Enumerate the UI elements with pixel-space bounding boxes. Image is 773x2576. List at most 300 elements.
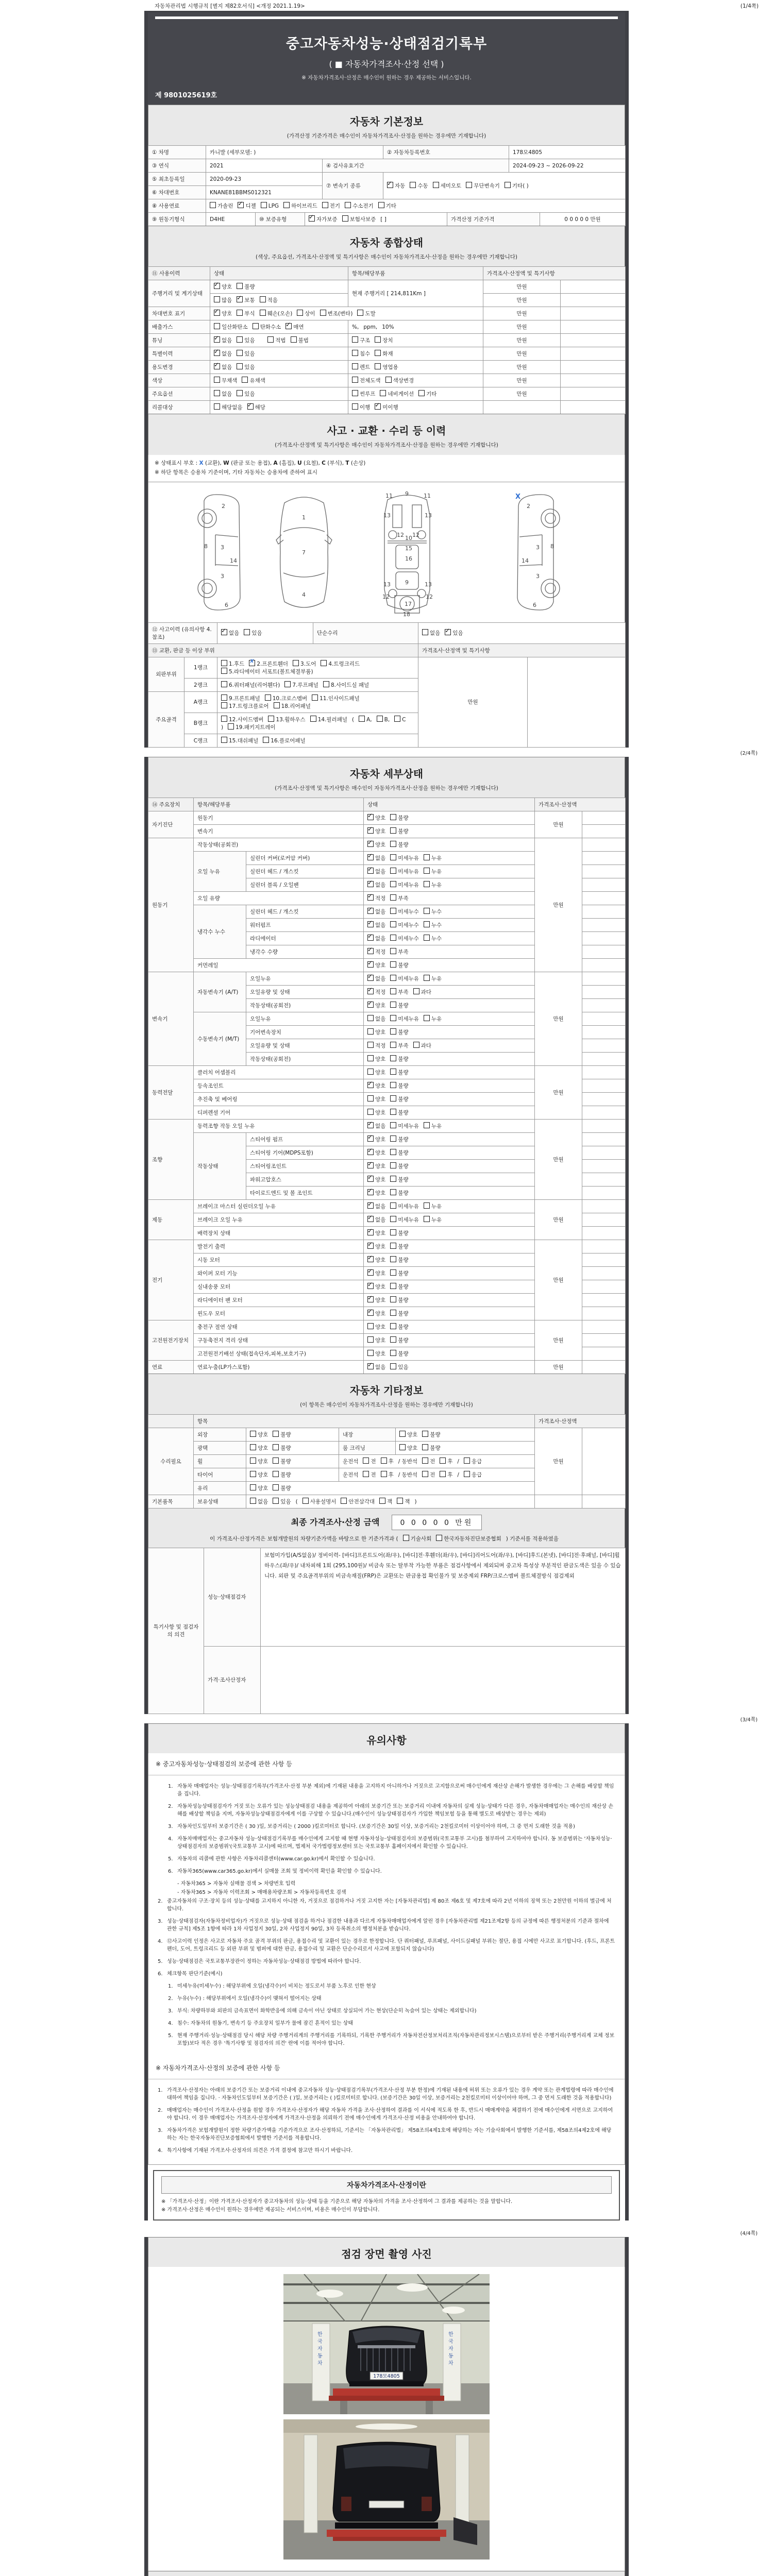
notice-band (148, 1723, 625, 1753)
checkbox-unchecked[interactable]: 없음 (367, 1015, 385, 1023)
detail-row: 작동상태(공회전) 양호 불량 (148, 1052, 626, 1065)
checkbox-unchecked[interactable]: 안전삼각대 (341, 1498, 375, 1505)
checkbox-checked[interactable]: ✓ 양호 (367, 1189, 385, 1197)
checkbox-unchecked[interactable]: 미세누유 (390, 881, 419, 889)
checkbox-unchecked[interactable]: 미세누수 (390, 935, 419, 942)
checkbox-checked[interactable]: ✓ 적정 (367, 988, 385, 996)
checkbox-unchecked[interactable]: 장치 (375, 336, 393, 344)
checkbox-unchecked[interactable]: 네비게이션 (380, 390, 414, 398)
checkbox-unchecked[interactable]: 양호 (367, 1350, 385, 1358)
checkbox-unchecked[interactable]: 세미오토 (433, 182, 462, 190)
repair-row: 유리 양호 불량 (148, 1481, 626, 1495)
checkbox-unchecked[interactable]: 부족 (390, 1042, 408, 1049)
inline-text: ( (295, 1498, 298, 1505)
checkbox-unchecked[interactable]: 5.라디에이터 서포트(볼트체결부품) (221, 668, 313, 675)
page-mark-4-row (0, 2228, 758, 2237)
detail-note: (가격조사·산정액 및 특기사항은 매수인이 자동차가격조사·산정을 원하는 경우에만 기재합니다) (275, 785, 498, 791)
checkbox-unchecked[interactable]: 불량 (390, 1269, 408, 1277)
checkbox-checked[interactable]: ✓ 디젤 (238, 202, 256, 210)
checkbox-unchecked[interactable]: 영업용 (375, 363, 398, 371)
inline-text: 현재 주행거리 [ 214,811Km ] (352, 291, 426, 297)
photos-band (148, 2237, 625, 2267)
overall-grid: ⑪ 사용이력 상태 항목/해당부품 가격조사·산정액 및 특기사항 주행거리 및 계기상태 ✓양호 불량 현재 주행거리 [ 214,811Km ] 만원 많음 ✓ 보통 적음 만원 차대번호 표기 ✓ 양호 부식 훼손(오손) 상이 변조(변타) 도말 만원 배출가스 일산화탄소 탄화수소 ✓ 매연 %, ppm, 10% 만원 튜닝 ✓ 없음 있음 적법 불법 구조 장치 만원 특별이력 ✓ 없음 있음 침수 화재 만원 용도변경 ✓ 없음 있음 렌트 영업용 만원 색상 무채색 유채색 전체도색 색상변경 만원 주요옵션 없음 있음 썬루프 네비게이션 기타 만원 리콜대상 해당없음 ✓ 해당 이행 ✓ 미이행 (148, 266, 626, 414)
checkbox-checked[interactable]: ✓ 양호 (367, 1149, 385, 1157)
checkbox-unchecked[interactable]: 있음 (237, 350, 255, 358)
overall-note: (색상, 주요옵션, 가격조사·산정액 및 특기사항은 매수인이 자동차가격조사·산정을 원하는 경우에만 기재합니다) (255, 254, 517, 260)
checkbox-unchecked[interactable]: 후 (440, 1471, 452, 1479)
checkbox-unchecked[interactable]: 유채색 (242, 377, 265, 384)
checkbox-unchecked[interactable]: 부식 (237, 310, 255, 317)
checkbox-unchecked[interactable]: 전체도색 (352, 377, 381, 384)
svg-text:한: 한 (317, 2331, 323, 2337)
checkbox-unchecked[interactable]: 침수 (352, 350, 370, 358)
checkbox-checked[interactable]: ✓ 양호 (367, 1082, 385, 1090)
checkbox-unchecked[interactable]: 부족 (390, 894, 408, 902)
checkbox-unchecked[interactable]: 양호 (250, 1471, 268, 1479)
checkbox-unchecked[interactable]: 전 (422, 1471, 435, 1479)
svg-text:2: 2 (527, 502, 530, 510)
svg-text:국: 국 (317, 2338, 323, 2345)
checkbox-unchecked[interactable]: 기타 (378, 202, 396, 210)
checkbox-unchecked[interactable]: 적정 (367, 1042, 385, 1049)
detail-row: 실린더 블록 / 오일팬 ✓ 없음 미세누유 누유 (148, 878, 626, 891)
legend-code-T: T (345, 460, 349, 466)
overall-band (148, 226, 625, 267)
checkbox-checked[interactable]: ✓ 없음 (367, 881, 385, 889)
svg-text:14: 14 (522, 557, 529, 564)
checkbox-unchecked[interactable]: 수동 (410, 182, 428, 190)
checkbox-unchecked[interactable]: 불량 (390, 1055, 408, 1063)
checkbox-unchecked[interactable]: 양호 (367, 1095, 385, 1103)
accident-band (148, 414, 625, 455)
checkbox-unchecked[interactable]: 후 (440, 1458, 452, 1465)
checkbox-unchecked[interactable]: 부족 (390, 988, 408, 996)
checkbox-unchecked[interactable]: 15.대쉬패널 (221, 737, 258, 744)
checkbox-unchecked[interactable]: 불량 (390, 961, 408, 969)
checkbox-unchecked[interactable]: 8.사이드실 패널 (323, 681, 369, 689)
notice-item: 1. 자동차 매매업자는 성능·상태점검기록부(가격조사·산정 부분 제외)에 기재된 내용을 고지하지 아니하거나 거짓으로 고지함으로써 매수인에게 재산상 손해가 발생한 경우에는 그 손해를 배상할 책임을 집니다. (168, 1783, 614, 1797)
checkbox-unchecked[interactable]: 누수 (424, 908, 442, 916)
legend-code-A: A (273, 460, 278, 466)
detail-row: 수동변속기 (M/T) 오일누유 없음 미세누유 누유 (148, 1012, 626, 1025)
checkbox-unchecked[interactable]: 불량 (237, 283, 255, 291)
checkbox-unchecked[interactable]: 불량 (390, 1176, 408, 1183)
overall-row: 주행거리 및 계기상태 ✓양호 불량 현재 주행거리 [ 214,811Km ] 만원 (148, 280, 626, 294)
checkbox-unchecked[interactable]: 수소전기 (345, 202, 374, 210)
notice-item: 5. 현재 주행거리·성능·상태점검 당시 해당 차량 주행거리계의 주행거리를 기록하되, 기록한 주행거리가 자동차전산정보처리조직(자동차관리정보시스템)으로부터 받은 주행거리(주행거리계 교체 정보 포함)보다 적은 경우 '특기사항 및 점검자의 의견' 란에 이를 적어야 합니다. (168, 2032, 615, 2046)
checkbox-unchecked[interactable]: 17.트렁크플로어 (221, 702, 269, 710)
checkbox-unchecked[interactable]: 불량 (390, 1136, 408, 1143)
checkbox-unchecked[interactable]: 12.사이드멤버 (221, 716, 263, 723)
checkbox-unchecked[interactable]: LPG (261, 202, 279, 209)
checkbox-unchecked[interactable]: 누유 (424, 854, 442, 862)
checkbox-unchecked[interactable]: 불량 (390, 1028, 408, 1036)
checkbox-checked[interactable]: ✓ 없음 (367, 921, 385, 929)
final-price-value: 0 0 0 0 0 만원 (392, 1515, 482, 1530)
svg-text:6: 6 (533, 601, 536, 608)
appraiser-opinion-text (261, 1646, 626, 1714)
checkbox-checked[interactable]: ✓ 보통 (237, 296, 255, 304)
repair-row: 휠 양호 불량 운전석 전 후 / 동반석 전 후 / 응급 (148, 1454, 626, 1468)
svg-text:8: 8 (550, 543, 554, 550)
checkbox-unchecked[interactable]: 전 (363, 1471, 376, 1479)
checkbox-unchecked[interactable]: 도말 (357, 310, 375, 317)
checkbox-unchecked[interactable]: 보험사보증 (342, 215, 376, 223)
checkbox-checked[interactable]: ✓ 없음 (367, 1122, 385, 1130)
checkbox-checked[interactable]: ✓ 적정 (367, 894, 385, 902)
checkbox-checked[interactable]: ✓ 양호 (367, 1269, 385, 1277)
repair-row: 타이어 양호 불량 운전석 전 후 / 동반석 전 후 / 응급 (148, 1468, 626, 1481)
checkbox-unchecked[interactable]: 이행 (352, 403, 370, 411)
checkbox-unchecked[interactable]: 응급 (464, 1471, 482, 1479)
detail-row: 원동기 작동상태(공회전) ✓ 양호 불량 만원 (148, 838, 626, 851)
detail-row: 라디에이터 팬 모터 ✓ 양호 불량 (148, 1293, 626, 1307)
checkbox-checked[interactable]: ✓ 양호 (367, 827, 385, 835)
checkbox-unchecked[interactable]: 불량 (390, 1162, 408, 1170)
checkbox-checked[interactable]: ✓ 없음 (367, 975, 385, 982)
notice-item: 1. 미세누유(미세누수) : 해당부위에 오일(냉각수)이 비치는 정도로서 부품 노후로 인한 현상 (168, 1983, 376, 1989)
checkbox-unchecked[interactable]: 6.쿼터패널(리어휀다) (221, 681, 280, 689)
checkbox-unchecked[interactable]: 없음 (422, 629, 440, 637)
detail-row: 오일 유량 ✓ 적정 부족 (148, 891, 626, 905)
checkbox-unchecked[interactable]: 구조 (352, 336, 370, 344)
checkbox-unchecked[interactable]: 양호 (399, 1431, 417, 1438)
checkbox-unchecked[interactable]: 불량 (422, 1431, 440, 1438)
checkbox-unchecked[interactable]: 미세누유 (390, 1216, 419, 1224)
checkbox-unchecked[interactable]: 양호 (250, 1431, 268, 1438)
checkbox-unchecked[interactable]: 썬루프 (352, 390, 375, 398)
checkbox-checked[interactable]: ✓ 양호 (367, 1229, 385, 1237)
detail-row: 워터펌프 ✓ 없음 미세누수 누수 (148, 918, 626, 931)
checkbox-unchecked[interactable]: 누수 (424, 935, 442, 942)
checkbox-checked[interactable]: ✓ 없음 (214, 350, 232, 358)
checkbox-checked[interactable]: ✓ 없음 (367, 868, 385, 875)
checkbox-checked[interactable]: ✓ 양호 (367, 1296, 385, 1304)
checkbox-unchecked[interactable]: 양호 (367, 1336, 385, 1344)
car-diagram (155, 487, 618, 617)
checkbox-unchecked[interactable]: 색상변경 (385, 377, 414, 384)
checkbox-unchecked[interactable]: 불량 (422, 1444, 440, 1452)
checkbox-unchecked[interactable]: 무채색 (214, 377, 237, 384)
checkbox-unchecked[interactable]: C (394, 716, 406, 723)
svg-text:한: 한 (448, 2331, 453, 2337)
checkbox-checked[interactable]: ✓ 미이행 (375, 403, 398, 411)
final-price-band (148, 1509, 625, 1548)
overall-row: 차대번호 표기 ✓ 양호 부식 훼손(오손) 상이 변조(변타) 도말 만원 (148, 307, 626, 320)
checkbox-unchecked[interactable]: 미세누유 (390, 1122, 419, 1130)
checkbox-unchecked[interactable]: 불량 (390, 1082, 408, 1090)
checkbox-checked[interactable]: ✓ 해당 (247, 403, 265, 411)
svg-text:16: 16 (405, 555, 412, 562)
checkbox-checked[interactable]: ✓ 양호 (367, 1176, 385, 1183)
checkbox-unchecked[interactable]: 11.인사이드패널 (312, 694, 360, 702)
checkbox-checked[interactable]: ✓ 없음 (214, 363, 232, 371)
checkbox-unchecked[interactable]: 불량 (390, 841, 408, 849)
checkbox-unchecked[interactable]: 전기 (322, 202, 340, 210)
checkbox-unchecked[interactable]: 미세누수 (390, 921, 419, 929)
checkbox-unchecked[interactable]: 16.플로어패널 (263, 737, 305, 744)
checkbox-unchecked[interactable]: 있음 (390, 1363, 408, 1371)
checkbox-unchecked[interactable]: 미세누유 (390, 1015, 419, 1023)
checkbox-unchecked[interactable]: 부족 (390, 948, 408, 956)
checkbox-unchecked[interactable]: 있음 (244, 629, 262, 637)
checkbox-unchecked[interactable]: 응급 (464, 1458, 482, 1465)
svg-text:동: 동 (448, 2353, 453, 2359)
checkbox-checked[interactable]: ✓ 양호 (367, 814, 385, 822)
checkbox-unchecked[interactable]: 누유 (424, 1216, 442, 1224)
checkbox-unchecked[interactable]: 과다 (413, 988, 431, 996)
checkbox-unchecked[interactable]: 7.루프패널 (284, 681, 318, 689)
checkbox-unchecked[interactable]: 불량 (390, 1283, 408, 1291)
svg-text:9: 9 (405, 490, 409, 497)
checkbox-checked[interactable]: ✓ 양호 (367, 1243, 385, 1250)
checkbox-unchecked[interactable]: 13.휠하우스 (268, 716, 305, 723)
checkbox-unchecked[interactable]: 불량 (390, 1350, 408, 1358)
checkbox-unchecked[interactable]: 일산화탄소 (214, 323, 248, 331)
notice-item: 3. 성능·상태점검자(자동차정비업자)가 거짓으로 성능·상태 점검을 하거나 점검한 내용과 다르게 자동차매매업자에게 알린 경우 [자동차관리법 제21조제2항 등의 규정에 따른 행정처분의 기준과 절차에 관한 규칙] 제5조 1항에 따라 1차 사업정지 30일, 2차 사업정지 90일, 3차 등록취소의 행정처분을 받습니다. (158, 1918, 609, 1932)
overall-row: 특별이력 ✓ 없음 있음 침수 화재 만원 (148, 347, 626, 361)
checkbox-unchecked[interactable]: 있음 (237, 390, 255, 398)
checkbox-unchecked[interactable]: B, (377, 716, 390, 723)
checkbox-unchecked[interactable]: 잭 (379, 1498, 392, 1505)
checkbox-unchecked[interactable]: 불량 (273, 1471, 291, 1479)
svg-text:6: 6 (225, 601, 228, 608)
checkbox-unchecked[interactable]: 있음 (273, 1498, 291, 1505)
overall-row: 용도변경 ✓ 없음 있음 렌트 영업용 만원 (148, 361, 626, 374)
checkbox-unchecked[interactable]: 불량 (390, 1336, 408, 1344)
checkbox-unchecked[interactable]: 해당없음 (214, 403, 243, 411)
checkbox-unchecked[interactable]: 과다 (413, 1042, 431, 1049)
checkbox-unchecked[interactable]: 렌트 (352, 363, 370, 371)
checkbox-unchecked[interactable]: 기타( ) (505, 182, 529, 190)
checkbox-checked[interactable]: ✓ 양호 (214, 310, 232, 317)
checkbox-unchecked[interactable]: 불량 (273, 1458, 291, 1465)
checkbox-unchecked[interactable]: 10.크로스멤버 (265, 694, 307, 702)
checkbox-unchecked[interactable]: 전 (363, 1458, 376, 1465)
svg-text:12: 12 (426, 593, 433, 600)
checkbox-unchecked[interactable]: 양호 (367, 1069, 385, 1076)
overall-condition-table (148, 266, 625, 414)
checkbox-unchecked[interactable]: 불량 (390, 1002, 408, 1009)
checkbox-unchecked[interactable]: 있음 (237, 363, 255, 371)
svg-text:1: 1 (302, 514, 306, 521)
checkbox-unchecked[interactable]: 누유 (424, 975, 442, 982)
detail-row: 배력장치 상태 ✓ 양호 불량 (148, 1226, 626, 1240)
checkbox-unchecked[interactable]: 누유 (424, 1122, 442, 1130)
checkbox-unchecked[interactable]: 4.트렁크리드 (321, 660, 360, 668)
rank-row: 2랭크 6.쿼터패널(리어휀다) 7.루프패널 8.사이드실 패널 (148, 678, 626, 691)
checkbox-unchecked[interactable]: 불량 (390, 1069, 408, 1076)
svg-text:13: 13 (383, 581, 391, 588)
svg-text:11: 11 (385, 492, 393, 499)
document-page-4 (144, 2237, 629, 2576)
checkbox-unchecked[interactable]: 적법 (267, 336, 285, 344)
checkbox-unchecked[interactable]: 미세누유 (390, 975, 419, 982)
svg-text:18: 18 (403, 611, 410, 617)
detail-row: 오일유량 및 상태 적정 부족 과다 (148, 1039, 626, 1052)
checkbox-unchecked[interactable]: 누유 (424, 881, 442, 889)
checkbox-unchecked[interactable]: 불량 (273, 1431, 291, 1438)
checkbox-checked[interactable]: ✓ 자동 (387, 182, 405, 190)
checkbox-checked[interactable]: ✓ 매연 (285, 323, 304, 331)
checkbox-unchecked[interactable]: 없음 (214, 390, 232, 398)
basic-info-note: (가격산정 기준가격은 매수인이 자동차가격조사·산정을 원하는 경우에만 기재합니다) (287, 133, 486, 139)
etc-grid: 항목 가격조사·산정액 수리필요 외장 양호 불량 내장 양호 불량 만원 광택 양호 불량 룸 크리닝 양호 불량 휠 양호 불량 운전석 전 후 / 동반석 전 후 / 응급 타이어 양호 불량 운전석 전 후 / 동반석 전 후 / 응급 유리 양호 불량 기본품목 보유상태 없음 있음 ( 사용설명서 안전삼각대 잭 잭 ) (148, 1414, 626, 1509)
checkbox-unchecked[interactable]: 기술사회 (403, 1535, 432, 1543)
checkbox-checked[interactable]: ✓ 양호 (367, 961, 385, 969)
notice-item: 4. 자동차매매업자는 중고자동차 성능·상태점검기록부를 매수인에게 고지할 때 현행 자동차성능·상태점검자의 보증범위(국토교통부 고시)를 첨부하여 고지하여야 합니다. 동 보증범위는 '자동차성능·상태점검자의 보증범위'(국토교통부 고시)에 따르며, 법제처 국가법령정보센터 또는 국토교통부 홈페이지에서 확인할 수 있습니다. (168, 1836, 612, 1850)
inline-text: / (457, 1458, 459, 1465)
checkbox-x-marked[interactable]: X 2.프론트휀더 (249, 660, 288, 668)
checkbox-checked[interactable]: ✓ 없음 (367, 854, 385, 862)
overall-row: 배출가스 일산화탄소 탄화수소 ✓ 매연 %, ppm, 10% 만원 (148, 320, 626, 334)
checkbox-unchecked[interactable]: 양호 (367, 1323, 385, 1331)
checkbox-checked[interactable]: ✓ 있음 (445, 629, 463, 637)
inline-text: 운전석 (343, 1458, 359, 1465)
checkbox-unchecked[interactable]: 하이브리드 (283, 202, 317, 210)
checkbox-checked[interactable]: ✓ 적정 (367, 948, 385, 956)
checkbox-unchecked[interactable]: 불량 (390, 1095, 408, 1103)
checkbox-unchecked[interactable]: 양호 (367, 1109, 385, 1116)
checkbox-unchecked[interactable]: 불량 (390, 1296, 408, 1304)
checkbox-unchecked[interactable]: 1.후드 (221, 660, 244, 668)
checkbox-unchecked[interactable]: 불량 (390, 827, 408, 835)
checkbox-unchecked[interactable]: 불량 (273, 1484, 291, 1492)
price-box-line-2: ※ 가격조사·산정은 매수인이 원하는 경우에만 제공되는 서비스이며, 비용은 매수인이 부담합니다. (161, 2207, 380, 2213)
checkbox-checked[interactable]: ✓ 양호 (367, 1310, 385, 1317)
checkbox-unchecked[interactable]: 후 (381, 1458, 394, 1465)
notice-heading: ※ 자동차가격조사·산정의 보증에 관한 사항 등 (148, 2057, 625, 2079)
checkbox-unchecked[interactable]: 양호 (250, 1484, 268, 1492)
checkbox-unchecked[interactable]: 있음 (237, 336, 255, 344)
checkbox-checked[interactable]: ✓ 양호 (367, 1136, 385, 1143)
checkbox-checked[interactable]: ✓ 없음 (367, 1216, 385, 1224)
checkbox-unchecked[interactable]: 후 (381, 1471, 394, 1479)
detail-row: 브레이크 오일 누유 ✓ 없음 미세누유 누유 (148, 1213, 626, 1226)
overall-title: 자동차 종합상태 (349, 236, 424, 249)
checkbox-unchecked[interactable]: 19.패키지트레이 (228, 723, 276, 731)
checkbox-unchecked[interactable]: 불량 (390, 1109, 408, 1116)
checkbox-unchecked[interactable]: 적음 (260, 296, 278, 304)
checkbox-unchecked[interactable]: 누유 (424, 868, 442, 875)
checkbox-unchecked[interactable]: 불량 (390, 814, 408, 822)
detail-row: 작동상태(공회전) ✓ 양호 불량 (148, 998, 626, 1012)
checkbox-unchecked[interactable]: 전 (422, 1458, 435, 1465)
svg-text:3: 3 (536, 572, 540, 580)
notice-item: 2. 중고자동차의 구조·장치 등의 성능·상태를 고지하지 아니한 자, 거짓으로 점검하거나 거짓 고지한 자는 [자동차관리법] 제 80조 제6호 및 제7호에 따라 2년 이하의 징역 또는 2천만원 이하의 벌금에 처합니다. (158, 1898, 612, 1912)
checkbox-unchecked[interactable]: 탄화수소 (253, 323, 281, 331)
checkbox-unchecked[interactable]: 없음 (250, 1498, 268, 1505)
checkbox-unchecked[interactable]: 양호 (250, 1458, 268, 1465)
checkbox-unchecked[interactable]: 잭 (397, 1498, 410, 1505)
checkbox-unchecked[interactable]: 무단변속기 (466, 182, 500, 190)
notice-item: 5. 자동차의 리콜에 관한 사항은 자동차리콜센터(www.car.go.kr)에서 확인할 수 있습니다. (168, 1856, 375, 1862)
checkbox-unchecked[interactable]: 18.리어패널 (274, 702, 311, 710)
checkbox-unchecked[interactable]: 누수 (424, 921, 442, 929)
checkbox-unchecked[interactable]: 3.도어 (293, 660, 316, 668)
checkbox-unchecked[interactable]: 변조(변타) (320, 310, 353, 317)
svg-text:8: 8 (204, 543, 208, 550)
checkbox-unchecked[interactable]: 많음 (214, 296, 232, 304)
checkbox-unchecked[interactable]: A, (359, 716, 372, 723)
detail-row: 기어변속장치 양호 불량 (148, 1025, 626, 1039)
notice-subitem: - 자동차365 > 자동차 실매물 검색 > 차량번호 입력 (177, 1880, 296, 1887)
checkbox-unchecked[interactable]: 불량 (390, 1323, 408, 1331)
checkbox-unchecked[interactable]: 14.필러패널 (310, 716, 347, 723)
checkbox-unchecked[interactable]: 불량 (390, 1243, 408, 1250)
checkbox-unchecked[interactable]: 가솔린 (210, 202, 233, 210)
checkbox-unchecked[interactable]: 미세누유 (390, 854, 419, 862)
checkbox-checked[interactable]: ✓ 없음 (367, 935, 385, 942)
notice-item: 4. ⑫사고이력 인정은 사고로 자동차 주요 골격 부위의 판금, 용접수리 및 교환이 있는 경우로 한정합니다. 단 쿼터패널, 루프패널, 사이드실패널 부위는 절단, 용접 시에만 사고로 표기합니다. (후드, 프론트펜더, 도어, 트렁크리드 등 외판 부위 및 범퍼에 대한 판금, 용접수리 및 교환은 단순수리로서 사고에 포함되지 않습니다) (158, 1938, 615, 1952)
checkbox-checked[interactable]: ✓ 없음 (367, 908, 385, 916)
checkbox-unchecked[interactable]: 불량 (273, 1444, 291, 1452)
checkbox-checked[interactable]: ✓ 양호 (367, 1002, 385, 1009)
detail-row: 변속기 ✓ 양호 불량 (148, 824, 626, 838)
checkbox-checked[interactable]: ✓ 양호 (367, 1283, 385, 1291)
checkbox-unchecked[interactable]: 9.프론트패널 (221, 694, 260, 702)
checkbox-checked[interactable]: ✓양호 (214, 283, 232, 291)
checkbox-unchecked[interactable]: 불량 (390, 1149, 408, 1157)
price-survey-explain-box (153, 2170, 620, 2221)
checkbox-unchecked[interactable]: 훼손(오손) (260, 310, 293, 317)
inspector-opinion-text: 보험미가입(A/S없음)/ 정비이력- [바디]프론트도어(좌/우), [바디]전·후휀더(좌/우), [바디]리어도어(좌/우), [바디]후드(본넷), [바디]전·후패널, [바디]휠하우스(좌/우)/ 내차피해 1회 (295,100원)/ 비금속 또는 탈부착 가능한 부품은 점검사항에서 제외되며 중고차 특성상 부분적인 판금도색은 있을 수 있습니다. 외판 및 주요골격부위의 비금속재질(FRP)은 교환또는 판금용접 확인불가 및 보증제외 FRP/크로스멤버 볼트체결방식 점검제외 (261, 1548, 626, 1646)
checkbox-unchecked[interactable]: 양호 (367, 1055, 385, 1063)
detail-condition-table (148, 798, 625, 1374)
checkbox-unchecked[interactable]: 불법 (291, 336, 309, 344)
notice-item: 6. 체크항목 판단기준(예시) (158, 1971, 223, 1977)
checkbox-checked[interactable]: ✓없음 (221, 629, 239, 637)
checkbox-unchecked[interactable]: 불량 (390, 1256, 408, 1264)
svg-text:3: 3 (536, 544, 540, 551)
checkbox-unchecked[interactable]: 한국자동차진단보증협회 (436, 1535, 501, 1543)
checkbox-unchecked[interactable]: 기타 (418, 390, 436, 398)
inline-text: ) 기준서를 적용하였음 (506, 1535, 559, 1542)
checkbox-unchecked[interactable]: 불량 (390, 1229, 408, 1237)
overall-row: 주요옵션 없음 있음 썬루프 네비게이션 기타 만원 (148, 387, 626, 401)
checkbox-unchecked[interactable]: 상이 (297, 310, 315, 317)
final-price-note (152, 1535, 621, 1543)
checkbox-unchecked[interactable]: 미세누수 (390, 908, 419, 916)
basic-info-grid: ① 차명 카니발 (세부모델: ) ② 자동차등록번호 178모4805 ③ 연식 2021 ④ 검사유효기간 2024-09-23 ~ 2026-09-22 ⑤ 최초등록일 2020-09-23 ⑦ 변속기 종류 ✓ 자동 수동 세미오토 무단변속기 기타( ) ⑥ 차대번호 KNANE81BBMS012321 ⑧ 사용연료 가솔린 ✓ 디젤 LPG 하이브리드 전기 수소전기 기타 (148, 145, 626, 213)
checkbox-checked[interactable]: ✓ 양호 (367, 1256, 385, 1264)
checkbox-unchecked[interactable]: 양호 (250, 1444, 268, 1452)
checkbox-checked[interactable]: ✓ 양호 (367, 1162, 385, 1170)
accident-grid: ⑫ 사고이력 (유의사항 4.참조) ✓없음 있음 단순수리 없음 ✓ 있음 ⑬ 교환, 판금 등 이상 부위 가격조사·산정액 및 특기사항 외판부위 1랭크 1.후드 X 2.프론트휀더 3.도어 4.트렁크리드5.라디에이터 서포트(볼트체결부품) 만원 2랭크 6.쿼터패널(리어휀다) 7.루프패널 8.사이드실 패널 주요골격 A랭크 9.프론트패널 10.크로스멤버 11.인사이드패널17.트렁크플로어 18.리어패널 B랭크 12.사이드멤버 13.휠하우스 14.필러패널 ( A, B, C) 19.패키지트레이 C랭크 15.대쉬패널 16.플로어패널 (148, 622, 626, 748)
checkbox-unchecked[interactable]: 누유 (424, 1202, 442, 1210)
photos-title: 점검 장면 촬영 사진 (341, 2247, 432, 2260)
checkbox-unchecked[interactable]: 누유 (424, 1015, 442, 1023)
checkbox-checked[interactable]: ✓ 없음 (367, 1202, 385, 1210)
checkbox-unchecked[interactable]: 불량 (390, 1310, 408, 1317)
checkbox-unchecked[interactable]: 화재 (375, 350, 393, 358)
checkbox-unchecked[interactable]: 양호 (399, 1444, 417, 1452)
checkbox-checked[interactable]: ✓ 양호 (367, 841, 385, 849)
checkbox-unchecked[interactable]: 미세누유 (390, 868, 419, 875)
notice-item: 4. 침수: 자동차의 원동기, 변속기 등 주요장치 일부가 물에 잠긴 흔적이 있는 상태 (168, 2020, 353, 2026)
checkbox-unchecked[interactable]: 양호 (367, 1028, 385, 1036)
inline-text: ) (414, 1498, 417, 1505)
checkbox-unchecked[interactable]: 사용설명서 (303, 1498, 337, 1505)
checkbox-checked[interactable]: ✓ 없음 (367, 1363, 385, 1371)
checkbox-checked[interactable]: ✓ 없음 (214, 336, 232, 344)
notice-item: 3. 자동차인도일부터 보증기간은 ( 30 )일, 보증거리는 ( 2000 )킬로미터로 합니다. (보증기간은 30일 이상, 보증거리는 2천킬로미터 이상이어야 하며, 그 중 먼저 도래한 것을 적용) (168, 1823, 575, 1829)
checkbox-checked[interactable]: ✓ 자가보증 (309, 215, 338, 223)
checkbox-unchecked[interactable]: 불량 (390, 1189, 408, 1197)
detail-row: 동력전달 클러치 어셈블리 양호 불량 만원 (148, 1065, 626, 1079)
notice-item: 1. 가격조사·산정자는 아래의 보증기간 또는 보증거리 이내에 중고자동차 성능·상태점검기록부(가격조사·산정 부분 한정)에 기재된 내용에 허위 또는 오류가 있는 경우 계약 또는 관계법령에 따라 매수인에 대하여 책임을 집니다. · 자동차인도일부터 보증기간은 ( )일, 보증거리는 ( )킬로미터로 합니다. (보증기간은 30일 이상, 보증거리는 2천킬로미터 이상이어야 하며, 그 중 먼저 도래한 것을 적용합니다) (158, 2087, 614, 2101)
checkbox-unchecked[interactable]: 미세누유 (390, 1202, 419, 1210)
